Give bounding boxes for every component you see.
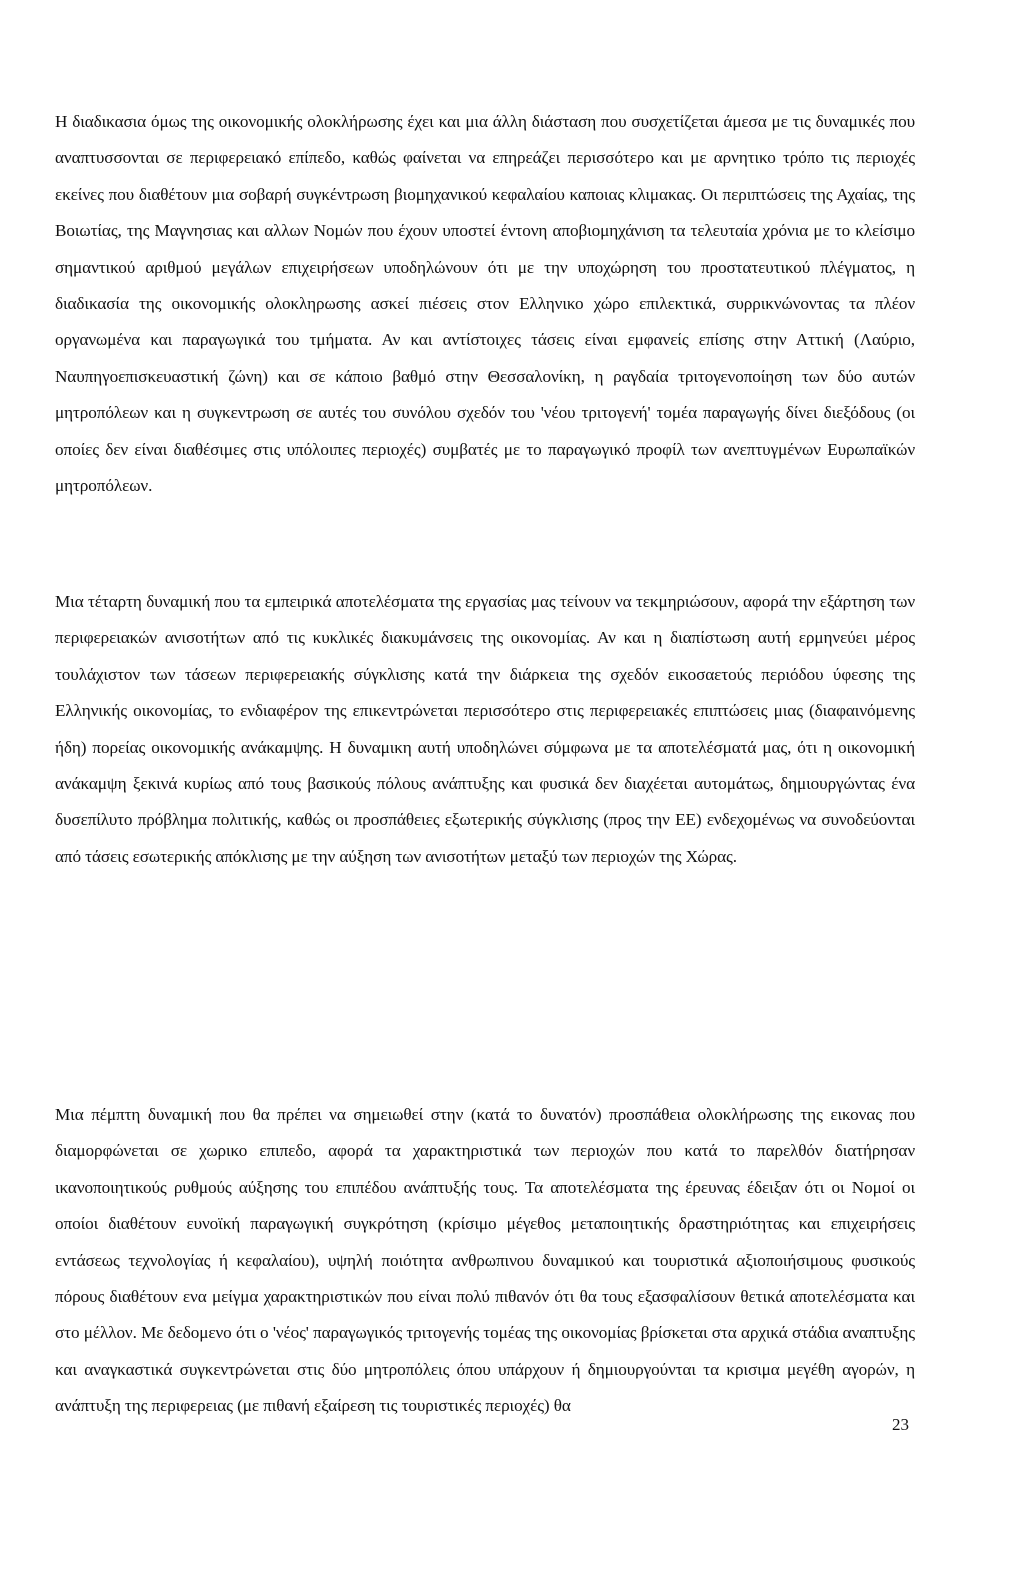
paragraph-fourth-dynamic: Μια τέταρτη δυναμική που τα εμπειρικά αποτελέσματα της εργασίας μας τείνουν να τεκμηριώσουν, αφορά την εξάρτηση των περιφερειακών ανισοτήτων από τις κυκλικές διακυμάνσεις της οικονομίας. Αν και η διαπίστωση αυτή ερμηνεύει μέρος τουλάχιστον των τάσεων περιφερειακής σύγκλισης κατά την διάρκεια της σχεδόν εικοσαετούς περιόδου ύφεσης της Ελληνικής οικονομίας, το ενδιαφέρον της επικεντρώνεται περισσότερο στις περιφερειακές επιπτώσεις μιας (διαφαινόμενης ήδη) πορείας οικονομικής ανάκαμψης. Η δυναμικη αυτή υποδηλώνει σύμφωνα με τα αποτελέσματά μας, ότι η οικονομική ανάκαμψη ξεκινά κυρίως από τους βασικούς πόλους ανάπτυξης και φυσικά δεν διαχέεται αυτομάτως, δημιουργώντας ένα δυσεπίλυτο πρόβλημα πολιτικής, καθώς οι προσπάθειες εξωτερικής σύγκλισης (προς την ΕΕ) ενδεχομένως να συνοδεύονται από τάσεις εσωτερικής απόκλισης με την αύξηση των ανισοτήτων μεταξύ των περιοχών της Χώρας. [55, 592, 915, 866]
paragraph-economic-integration: Η διαδικασια όμως της οικονομικής ολοκλήρωσης έχει και μια άλλη διάσταση που συσχετίζεται άμεσα με τις δυναμικές που αναπτυσσονται σε περιφερειακό επίπεδο, καθώς φαίνεται να επηρεάζει περισσότερο και με αρνητικο τρόπο τις περιοχές εκείνες που διαθέτουν μια σοβαρή συγκέντρωση βιομηχανικού κεφαλαίου καποιας κλιμακας. Οι περιπτώσεις της Αχαίας, της Βοιωτίας, της Μαγνησιας και αλλων Νομών που έχουν υποστεί έντονη αποβιομηχάνιση τα τελευταία χρόνια με το κλείσιμο σημαντικού αριθμού μεγάλων επιχειρήσεων υποδηλώνουν ότι με την υποχώρηση του προστατευτικού πλέγματος, η διαδικασία της οικονομικής ολοκληρωσης ασκεί πιέσεις στον Ελληνικο χώρο επιλεκτικά, συρρικνώνοντας τα πλέον οργανωμένα και παραγωγικά του τμήματα. Αν και αντίστοιχες τάσεις είναι εμφανείς επίσης στην Αττική (Λαύριο, Ναυπηγοεπισκευαστική ζώνη) και σε κάποιο βαθμό στην Θεσσαλονίκη, η ραγδαία τριτογενοποίηση των δύο αυτών μητροπόλεων και η συγκεντρωση σε αυτές του συνόλου σχεδόν του 'νέου τριτογενή' τομέα παραγωγής δίνει διεξόδους (οι οποίες δεν είναι διαθέσιμες στις υπόλοιπες περιοχές) συμβατές με το παραγωγικό προφίλ των ανεπτυγμένων Ευρωπαϊκών μητροπόλεων. [55, 112, 915, 496]
paragraph-fifth-dynamic: Μια πέμπτη δυναμική που θα πρέπει να σημειωθεί στην (κατά το δυνατόν) προσπάθεια ολοκλήρωσης της εικονας που διαμορφώνεται σε χωρικο επιπεδο, αφορά τα χαρακτηριστικά των περιοχών που κατά το παρελθόν διατήρησαν ικανοποιητικούς ρυθμούς αύξησης του επιπέδου ανάπτυξής τους. Τα αποτελέσματα της έρευνας έδειξαν ότι οι Νομοί οι οποίοι διαθέτουν ευνοϊκή παραγωγική συγκρότηση (κρίσιμο μέγεθος μεταποιητικής δραστηριότητας και επιχειρήσεις εντάσεως τεχνολογίας ή κεφαλαίου), υψηλή ποιότητα ανθρωπινου δυναμικού και τουριστικά αξιοποιήσιμους φυσικούς πόρους διαθέτουν ενα μείγμα χαρακτηριστικών που είναι πολύ πιθανόν ότι θα τους εξασφαλίσουν θετικά αποτελέσματα και στο μέλλον. Με δεδομενο ότι ο 'νέος' παραγωγικός τριτογενής τομέας της οικονομίας βρίσκεται στα αρχικά στάδια αναπτυξης και αναγκαστικά συγκεντρώνεται στις δύο μητροπόλεις όπου υπάρχουν ή δημιουργούνται τα κρισιμα μεγέθη αγορών, η ανάπτυξη της περιφερειας (με πιθανή εξαίρεση τις τουριστικές περιοχές) θα [55, 1105, 915, 1416]
page-number: 23 [892, 1415, 909, 1434]
